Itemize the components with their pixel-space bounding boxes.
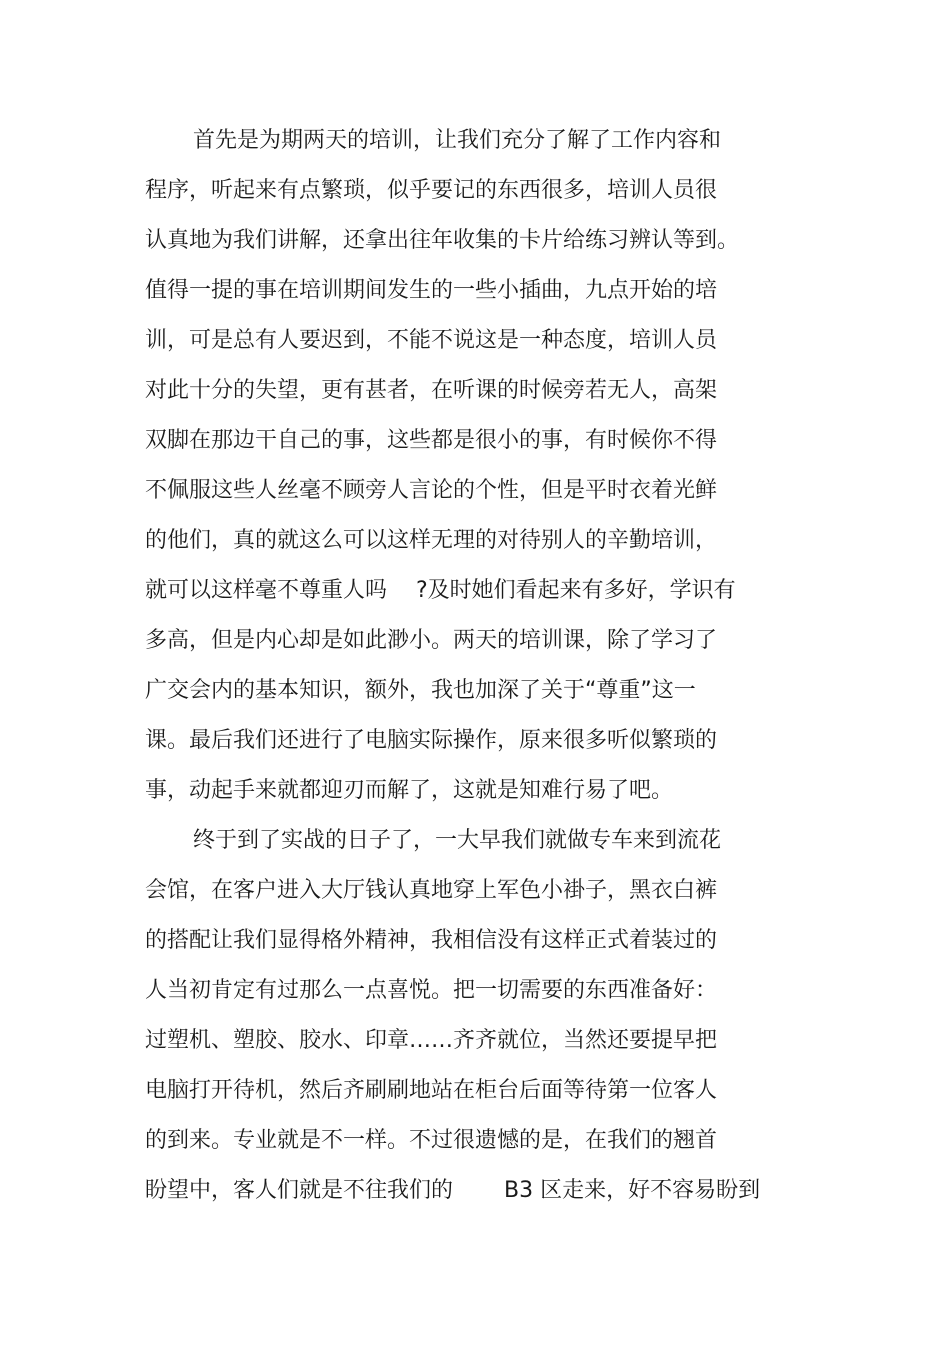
paragraph-1-line-1: 首先是为期两天的培训，让我们充分了解了工作内容和: [193, 128, 722, 153]
paragraph-2-line-2: 会馆，在客户进入大厅钱认真地穿上军色小褂子，黑衣白裤: [145, 878, 718, 903]
paragraph-1-line-10: 就可以这样毫不尊重人吗 ?及时她们看起来有多好，学识有: [145, 578, 736, 603]
paragraph-2-line-8: 盼望中，客人们就是不往我们的 B3 区走来，好不容易盼到: [145, 1178, 761, 1203]
paragraph-1-line-7: 双脚在那边干自己的事，这些都是很小的事，有时候你不得: [145, 428, 718, 453]
paragraph-1-line-11: 多高，但是内心却是如此渺小。两天的培训课，除了学习了: [145, 628, 718, 653]
paragraph-2-line-4: 人当初肯定有过那么一点喜悦。把一切需要的东西准备好：: [145, 978, 718, 1003]
paragraph-1-line-2: 程序，听起来有点繁琐，似乎要记的东西很多，培训人员很: [145, 178, 718, 203]
paragraph-1-line-12: 广交会内的基本知识，额外，我也加深了关于“尊重”这一: [145, 678, 696, 703]
paragraph-1-line-6: 对此十分的失望，更有甚者，在听课的时候旁若无人，高架: [145, 378, 718, 403]
paragraph-1-line-4: 值得一提的事在培训期间发生的一些小插曲，九点开始的培: [145, 278, 718, 303]
paragraph-1-line-8: 不佩服这些人丝毫不顾旁人言论的个性，但是平时衣着光鲜: [145, 478, 718, 503]
paragraph-1-line-13: 课。最后我们还进行了电脑实际操作，原来很多听似繁琐的: [145, 728, 718, 753]
paragraph-2-line-5: 过塑机、塑胶、胶水、印章……齐齐就位，当然还要提早把: [145, 1028, 718, 1053]
paragraph-1-line-9: 的他们，真的就这么可以这样无理的对待别人的辛勤培训，: [145, 528, 718, 553]
paragraph-2-line-7: 的到来。专业就是不一样。不过很遗憾的是，在我们的翘首: [145, 1128, 718, 1153]
paragraph-2-line-6: 电脑打开待机，然后齐刷刷地站在柜台后面等待第一位客人: [145, 1078, 718, 1103]
paragraph-1-line-14: 事，动起手来就都迎刃而解了，这就是知难行易了吧。: [145, 778, 674, 803]
paragraph-1-line-3: 认真地为我们讲解，还拿出往年收集的卡片给练习辨认等到。: [145, 228, 740, 253]
paragraph-2-line-1: 终于到了实战的日子了，一大早我们就做专车来到流花: [193, 828, 722, 853]
paragraph-1-line-5: 训，可是总有人要迟到，不能不说这是一种态度，培训人员: [145, 328, 718, 353]
paragraph-2-line-3: 的搭配让我们显得格外精神，我相信没有这样正式着装过的: [145, 928, 718, 953]
